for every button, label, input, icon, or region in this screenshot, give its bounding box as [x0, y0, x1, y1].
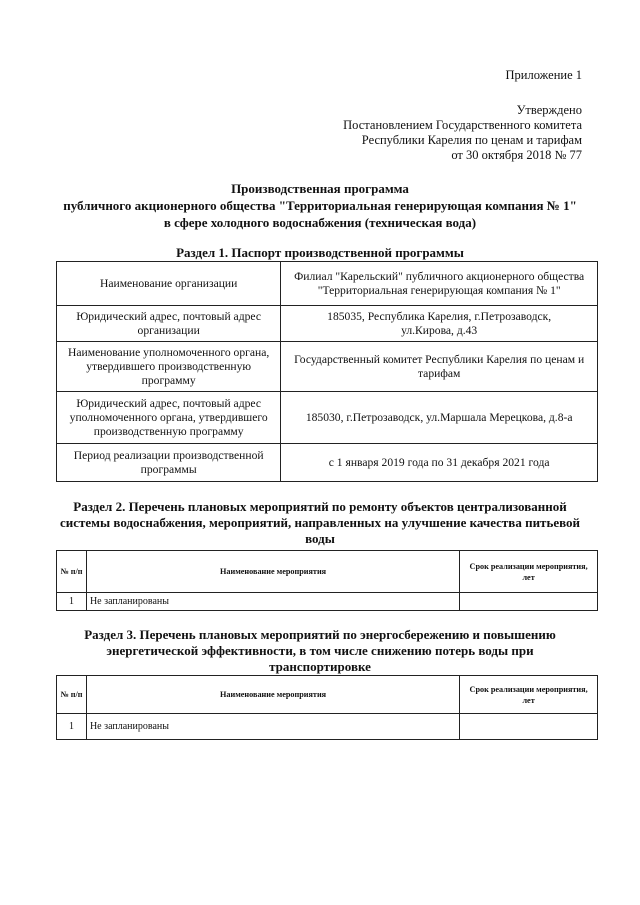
appendix-label: Приложение 1 — [505, 68, 582, 82]
section1-title: Раздел 1. Паспорт производственной программы — [176, 245, 464, 260]
table-row — [57, 714, 598, 740]
col-term-header: Срок реализации мероприятия, лет — [460, 551, 598, 593]
table-header-row — [57, 676, 598, 714]
approval-block — [343, 103, 582, 163]
program-title-line: Производственная программа — [231, 181, 409, 196]
passport-value: с 1 января 2019 года по 31 декабря 2021 года — [281, 444, 598, 482]
table-row — [57, 392, 598, 444]
passport-label: Наименование уполномоченного органа, утвердившего производственную программу — [57, 342, 281, 392]
passport-value: Филиал "Карельский" публичного акционерного общества "Территориальная генерирующая компания № 1" — [281, 262, 598, 306]
passport-label: Период реализации производственной программы — [57, 444, 281, 482]
program-title — [0, 180, 640, 231]
section3-title — [0, 627, 640, 675]
section2-title — [0, 499, 640, 547]
passport-value: Государственный комитет Республики Карелия по ценам и тарифам — [281, 342, 598, 392]
table-row — [57, 593, 598, 611]
section-title-line: Раздел 2. Перечень плановых мероприятий по ремонту объектов централизованной — [73, 499, 567, 514]
section-title-line: транспортировке — [269, 659, 371, 674]
row-num: 1 — [57, 714, 87, 740]
program-title-line: публичного акционерного общества "Территориальная генерирующая компания № 1" — [63, 198, 577, 213]
approval-line: Постановлением Государственного комитета — [343, 118, 582, 132]
table-row — [57, 262, 598, 306]
section3-table — [56, 675, 598, 740]
col-num-header: № п/п — [57, 551, 87, 593]
col-num-header: № п/п — [57, 676, 87, 714]
section-title-line: воды — [305, 531, 335, 546]
col-name-header: Наименование мероприятия — [86, 551, 459, 593]
col-name-header: Наименование мероприятия — [86, 676, 459, 714]
passport-label: Юридический адрес, почтовый адрес организации — [57, 306, 281, 342]
row-text: Не запланированы — [86, 593, 459, 611]
table-row — [57, 306, 598, 342]
approval-line: от 30 октября 2018 № 77 — [451, 148, 582, 162]
passport-value: 185030, г.Петрозаводск, ул.Маршала Мерецкова, д.8-а — [281, 392, 598, 444]
program-title-line: в сфере холодного водоснабжения (техническая вода) — [163, 215, 477, 230]
table-row — [57, 444, 598, 482]
table-row — [57, 342, 598, 392]
passport-value: 185035, Республика Карелия, г.Петрозаводск, ул.Кирова, д.43 — [281, 306, 598, 342]
passport-table — [56, 261, 598, 482]
section-title-line: системы водоснабжения, мероприятий, направленных на улучшение качества питьевой — [59, 515, 581, 530]
section-title-line: энергетической эффективности, в том числе снижению потерь воды при — [106, 643, 534, 658]
section-title-line: Раздел 3. Перечень плановых мероприятий по энергосбережению и повышению — [84, 627, 556, 642]
passport-label: Наименование организации — [57, 262, 281, 306]
row-term — [460, 593, 598, 611]
table-header-row — [57, 551, 598, 593]
section2-table — [56, 550, 598, 611]
col-term-header: Срок реализации мероприятия, лет — [460, 676, 598, 714]
passport-label: Юридический адрес, почтовый адрес уполномоченного органа, утвердившего производственную программу — [57, 392, 281, 444]
approval-line: Утверждено — [516, 103, 582, 117]
row-term — [460, 714, 598, 740]
approval-line: Республики Карелия по ценам и тарифам — [361, 133, 582, 147]
row-text: Не запланированы — [86, 714, 459, 740]
row-num: 1 — [57, 593, 87, 611]
